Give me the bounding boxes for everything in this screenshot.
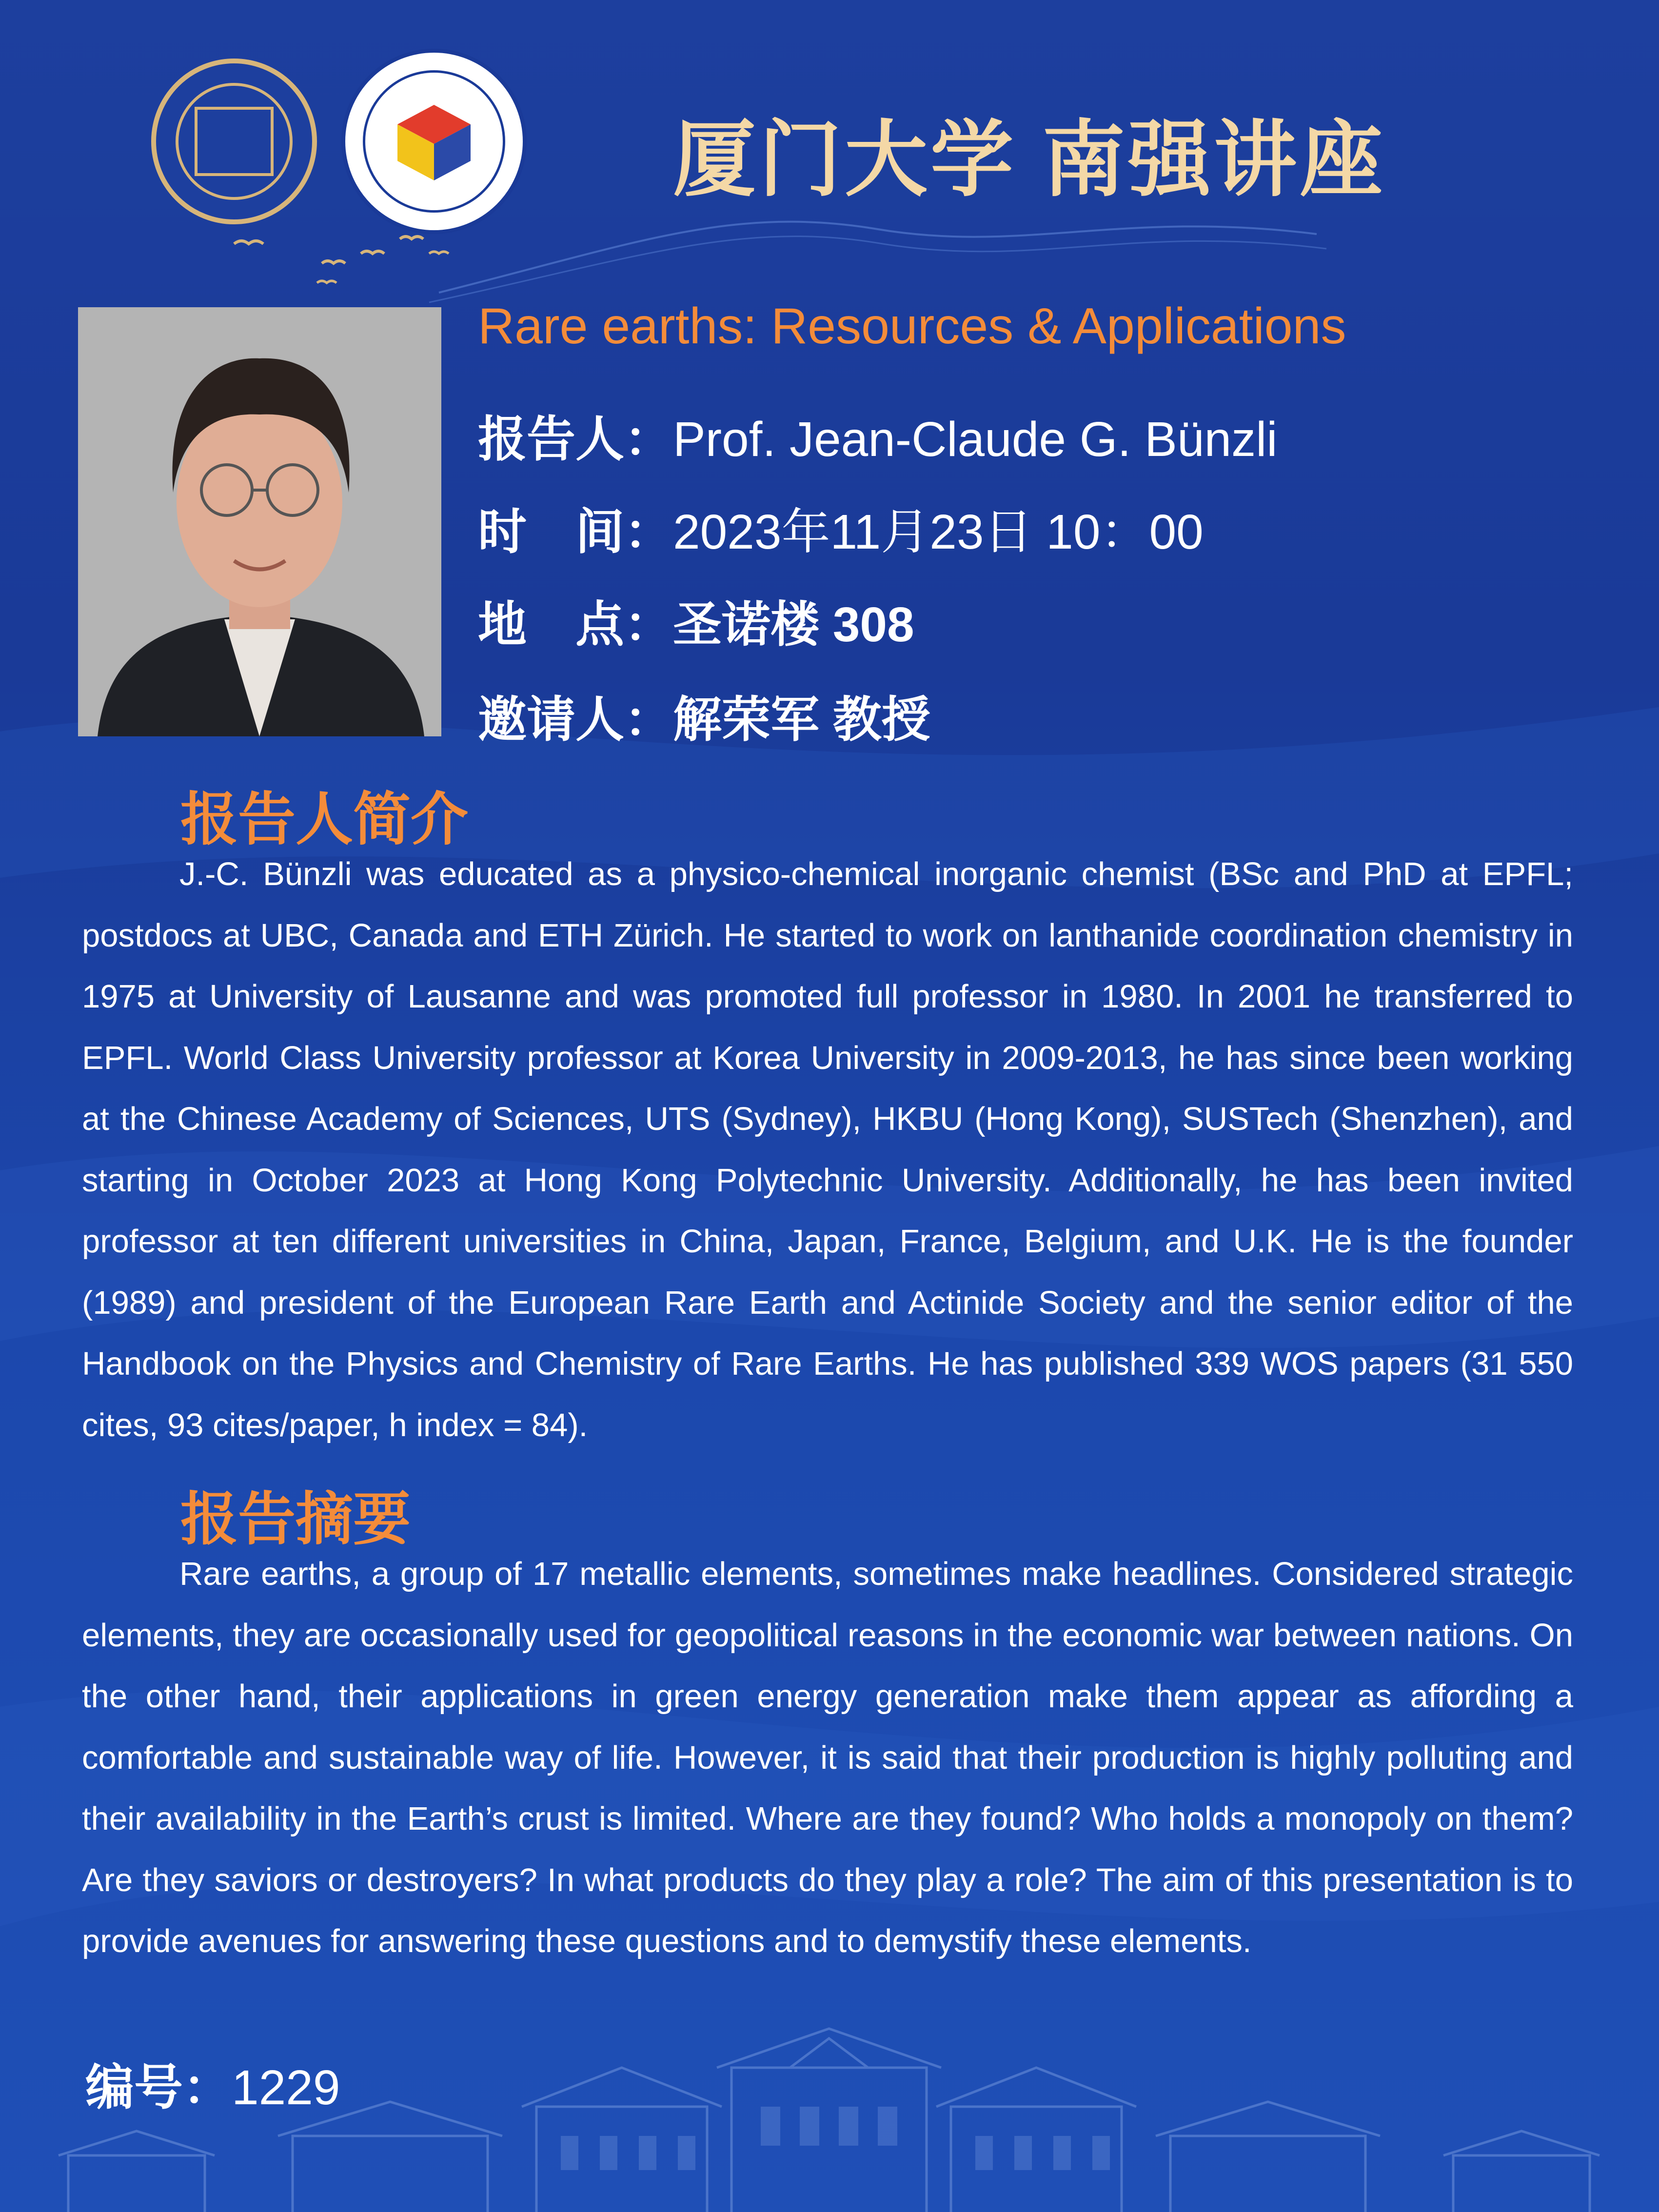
speaker-label: 报告人： [478, 412, 673, 467]
code-label: 编号： [85, 2060, 232, 2115]
bio-text: J.-C. Bünzli was educated as a physico-chemical inorganic chemist (BSc and PhD at EPFL; postdocs at UBC, Canada and ETH Zürich. He started to work on lanthanide coordination chemistry in 1975 at University of Lausanne and was promoted full professor in 1980. In 2001 he transferred to EPFL. World Class University professor at Korea University in 2009-2013, he has since been working at the Chinese Academy of Sciences, UTS (Sydney), HKBU (Hong Kong), SUSTech (Shenzhen), and starting in October 2023 at Hong Kong Polytechnic University. Additionally, he has been invited professor at ten different universities in China, Japan, France, Belgium, and U.K. He is the founder (1989) and president of the European Rare Earth and Actinide Society and the senior editor of the Handbook on the Physics and Chemistry of Rare Earths. He has published 339 WOS papers (31 550 cites, 93 cites/paper, h index = 84). [82, 856, 1573, 1443]
campus-skyline-illustration [0, 2009, 1659, 2212]
speaker-photo [78, 307, 441, 736]
lecture-series-title: 厦门大学 南强讲座 [673, 114, 1386, 206]
host-label: 邀请人： [478, 692, 673, 747]
xmu-seal-logo [151, 59, 317, 224]
abstract-heading: 报告摘要 [180, 1487, 411, 1552]
host-name: 解荣军 教授 [673, 692, 930, 747]
host-row [478, 680, 930, 750]
code-value: 1229 [232, 2060, 340, 2115]
college-materials-logo [341, 49, 527, 234]
talk-place: 圣诺楼 308 [673, 597, 914, 652]
time-row [478, 493, 1204, 563]
bio-heading: 报告人简介 [180, 788, 469, 852]
talk-title: Rare earths: Resources & Applications [478, 298, 1346, 355]
time-label: 时 间： [478, 505, 673, 559]
place-label: 地 点： [478, 597, 673, 652]
speaker-row [478, 400, 1278, 470]
place-row [478, 585, 914, 655]
birds-icon [224, 224, 468, 297]
abstract-text: Rare earths, a group of 17 metallic elements, sometimes make headlines. Considered strategic elements, they are occasionally used for geopolitical reasons in the economic war between nations. On the other hand, their applications in green energy generation make them appear as affording a comfortable and sustainable way of life. However, it is said that their production is highly polluting and their availability in the Earth’s crust is limited. Where are they found? Who holds a monopoly on them? Are they saviors or destroyers? In what products do they play a role? The aim of this presentation is to provide avenues for answering these questions and to demystify these elements. [82, 1556, 1573, 1959]
speaker-name: Prof. Jean-Claude G. Bünzli [673, 412, 1278, 467]
talk-time: 2023年11月23日 10：00 [673, 505, 1204, 559]
